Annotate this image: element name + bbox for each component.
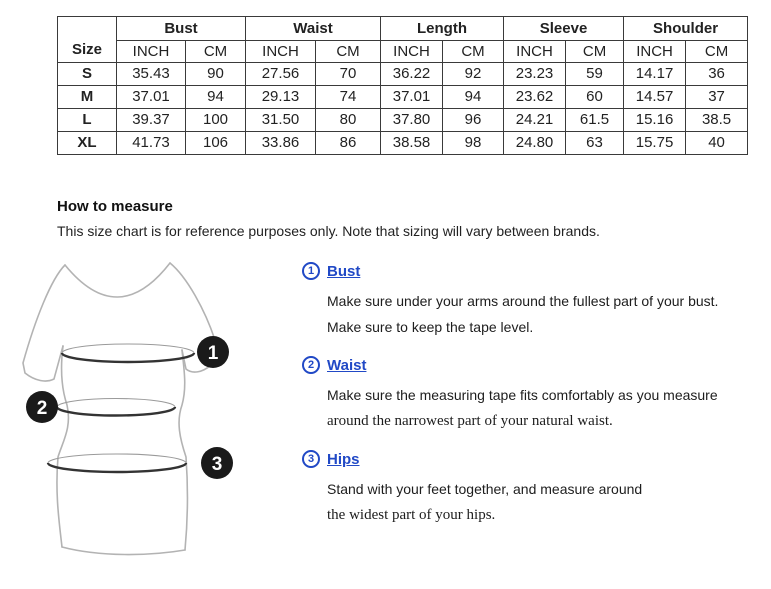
cell-value: 37.01 bbox=[117, 86, 186, 109]
cell-value: 98 bbox=[443, 132, 504, 155]
unit-header: CM bbox=[186, 41, 246, 63]
section-bust-body bbox=[327, 288, 764, 340]
diagram-badges bbox=[26, 336, 233, 479]
instruction-line: Stand with your feet together, and measure around bbox=[327, 481, 643, 497]
cell-value: 70 bbox=[316, 63, 381, 86]
cell-value: 90 bbox=[186, 63, 246, 86]
cell-value: 38.58 bbox=[381, 132, 443, 155]
body-right-edge bbox=[179, 350, 187, 550]
unit-header: INCH bbox=[117, 41, 186, 63]
table-row-s bbox=[58, 63, 748, 86]
instruction-line: Make sure to keep the tape level. bbox=[327, 319, 534, 335]
hem bbox=[62, 547, 185, 555]
cell-value: 59 bbox=[566, 63, 624, 86]
table-row-m bbox=[58, 86, 748, 109]
cell-value: 61.5 bbox=[566, 109, 624, 132]
cell-value: 24.21 bbox=[504, 109, 566, 132]
how-to-measure-heading: How to measure bbox=[57, 198, 173, 215]
size-label: L bbox=[58, 109, 117, 132]
cell-value: 37.01 bbox=[381, 86, 443, 109]
section-bust-header bbox=[302, 260, 764, 282]
cell-value: 27.56 bbox=[246, 63, 316, 86]
tape-lines bbox=[48, 344, 194, 472]
circled-number-2: 2 bbox=[302, 356, 320, 374]
cell-value: 37.80 bbox=[381, 109, 443, 132]
body-left-edge bbox=[57, 346, 69, 547]
size-label: XL bbox=[58, 132, 117, 155]
size-table bbox=[57, 16, 748, 155]
circled-number-3: 3 bbox=[302, 450, 320, 468]
cell-value: 29.13 bbox=[246, 86, 316, 109]
hips-link[interactable]: Hips bbox=[327, 450, 360, 468]
left-sleeve bbox=[23, 265, 65, 381]
cell-value: 60 bbox=[566, 86, 624, 109]
section-waist-body bbox=[327, 382, 764, 434]
table-row-l bbox=[58, 109, 748, 132]
section-waist bbox=[302, 354, 764, 434]
section-hips bbox=[302, 448, 764, 528]
cell-value: 33.86 bbox=[246, 132, 316, 155]
cell-value: 36.22 bbox=[381, 63, 443, 86]
cell-value: 40 bbox=[686, 132, 748, 155]
unit-header: INCH bbox=[624, 41, 686, 63]
cell-value: 96 bbox=[443, 109, 504, 132]
size-label: M bbox=[58, 86, 117, 109]
waist-tape-front bbox=[57, 407, 175, 416]
neckline bbox=[65, 263, 170, 297]
cell-value: 63 bbox=[566, 132, 624, 155]
section-hips-body bbox=[327, 476, 764, 528]
how-to-measure-block bbox=[57, 198, 737, 239]
cell-value: 15.16 bbox=[624, 109, 686, 132]
cell-value: 23.62 bbox=[504, 86, 566, 109]
cell-value: 106 bbox=[186, 132, 246, 155]
unit-header: CM bbox=[443, 41, 504, 63]
badge-2-number: 2 bbox=[36, 398, 48, 419]
reference-note: This size chart is for reference purposes only. Note that sizing will vary between brands. bbox=[57, 223, 600, 239]
waist-link[interactable]: Waist bbox=[327, 356, 367, 374]
size-column-header: Size bbox=[58, 17, 117, 63]
cell-value: 74 bbox=[316, 86, 381, 109]
cell-value: 31.50 bbox=[246, 109, 316, 132]
instruction-line: the widest part of your hips. bbox=[327, 507, 496, 523]
section-hips-header bbox=[302, 448, 764, 470]
unit-header: CM bbox=[316, 41, 381, 63]
unit-header: INCH bbox=[504, 41, 566, 63]
cell-value: 37 bbox=[686, 86, 748, 109]
hips-tape-front bbox=[48, 463, 186, 472]
unit-header: CM bbox=[566, 41, 624, 63]
cell-value: 38.5 bbox=[686, 109, 748, 132]
cell-value: 15.75 bbox=[624, 132, 686, 155]
cell-value: 14.57 bbox=[624, 86, 686, 109]
cell-value: 80 bbox=[316, 109, 381, 132]
section-bust bbox=[302, 260, 764, 340]
table-row-xl bbox=[58, 132, 748, 155]
cell-value: 14.17 bbox=[624, 63, 686, 86]
unit-header: INCH bbox=[381, 41, 443, 63]
group-header-length: Length bbox=[381, 17, 504, 41]
table-group-header-row bbox=[58, 17, 748, 41]
group-header-sleeve: Sleeve bbox=[504, 17, 624, 41]
cell-value: 36 bbox=[686, 63, 748, 86]
measurement-instructions bbox=[302, 260, 764, 542]
unit-header: INCH bbox=[246, 41, 316, 63]
circled-number-1: 1 bbox=[302, 262, 320, 280]
instruction-line: Make sure the measuring tape fits comfortably as you measure bbox=[327, 387, 718, 403]
size-label: S bbox=[58, 63, 117, 86]
group-header-shoulder: Shoulder bbox=[624, 17, 748, 41]
cell-value: 39.37 bbox=[117, 109, 186, 132]
cell-value: 94 bbox=[186, 86, 246, 109]
group-header-waist: Waist bbox=[246, 17, 381, 41]
cell-value: 23.23 bbox=[504, 63, 566, 86]
table-unit-header-row bbox=[58, 41, 748, 63]
group-header-bust: Bust bbox=[117, 17, 246, 41]
cell-value: 86 bbox=[316, 132, 381, 155]
dress-measurement-diagram bbox=[15, 245, 255, 575]
bust-link[interactable]: Bust bbox=[327, 262, 361, 280]
badge-3-number: 3 bbox=[211, 454, 223, 475]
badge-1-number: 1 bbox=[207, 343, 219, 364]
instruction-line: Make sure under your arms around the fullest part of your bust. bbox=[327, 293, 719, 309]
cell-value: 92 bbox=[443, 63, 504, 86]
cell-value: 24.80 bbox=[504, 132, 566, 155]
bust-tape-front bbox=[62, 353, 194, 362]
instruction-line: around the narrowest part of your natural waist. bbox=[327, 413, 613, 429]
cell-value: 100 bbox=[186, 109, 246, 132]
cell-value: 35.43 bbox=[117, 63, 186, 86]
section-waist-header bbox=[302, 354, 764, 376]
unit-header: CM bbox=[686, 41, 748, 63]
cell-value: 94 bbox=[443, 86, 504, 109]
cell-value: 41.73 bbox=[117, 132, 186, 155]
